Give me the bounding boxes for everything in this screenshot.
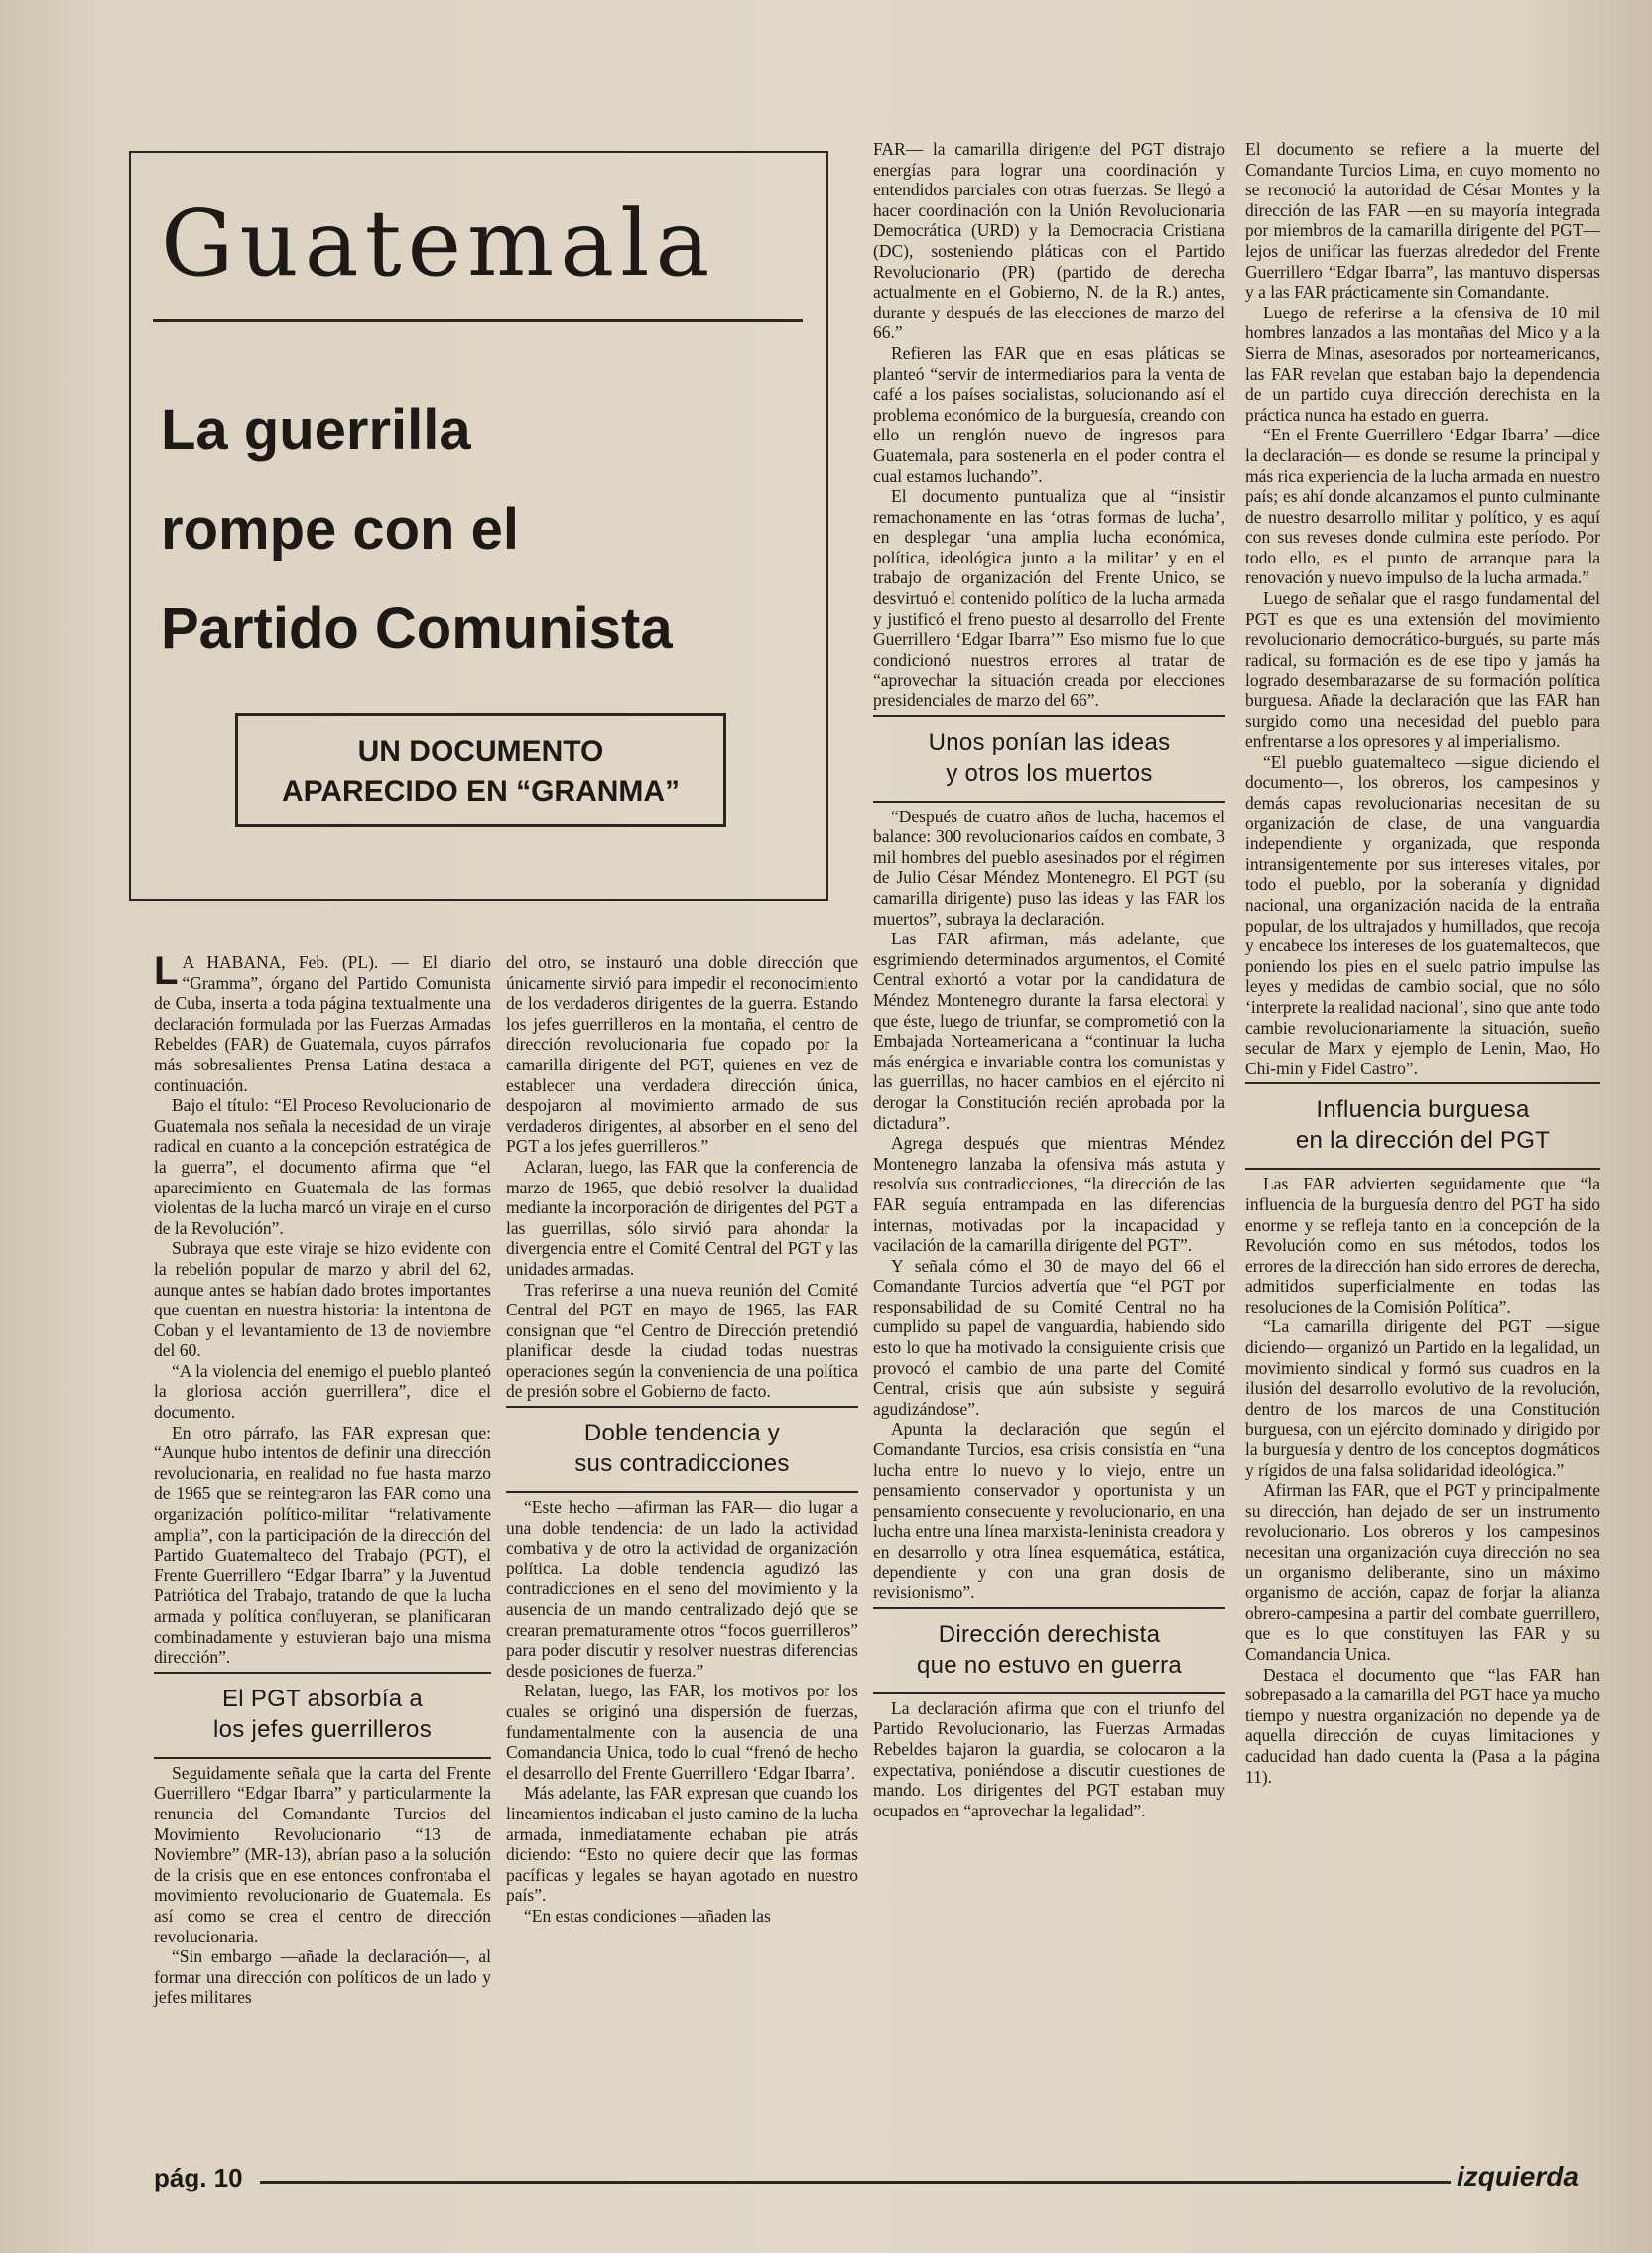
footer-rule bbox=[260, 2181, 1451, 2184]
section-rule bbox=[154, 1757, 491, 1759]
magazine-name: izquierda bbox=[1457, 2161, 1579, 2191]
subheading-line: los jefes guerrilleros bbox=[212, 1715, 433, 1743]
subheading-line: sus contradicciones bbox=[574, 1450, 790, 1478]
headline-line: Partido Comunista bbox=[161, 596, 673, 661]
paragraph: Subraya que este viraje se hizo evidente con la rebelión popular de marzo y abril del 62, aunque antes se habían dado brotes importantes que cuentan en nuestra historia: la intentona de Coban y el levantamiento de 13 de noviembre del 60. bbox=[154, 1238, 491, 1361]
document-box bbox=[235, 713, 726, 827]
paragraph: Afirman las FAR, que el PGT y principalmente su dirección, han dejado de ser un instrumento revolucionario. Los obreros y los campesinos necesitan una organización cuya dirección no sea un organismo deliberante, sino un máximo organismo de acción, capaz de forjar la alianza obrero-campesina a partir del combate guerrillero, que es lo que constituyen las FAR y su Comandancia Unica. bbox=[1245, 1480, 1600, 1664]
paragraph: “La camarilla dirigente del PGT —sigue diciendo— organizó un Partido en la legalidad, un movimiento sindical y formó sus cuadros en la ilusión del desarrollo evolutivo de la revolución, dentro de los marcos de una Constitución burguesa, con un ejército dominado y dirigido por la burguesía y dentro de los conceptos dogmáticos y rígidos de una falsa solidaridad ideológica.” bbox=[1245, 1316, 1600, 1480]
column-3 bbox=[873, 139, 1225, 1820]
paragraph: “Este hecho —afirman las FAR— dio lugar a una doble tendencia: de un lado la actividad combativa y de otro la actividad de organización política. La doble tendencia agudizó las contradicciones en el seno del movimiento y la ausencia de un mando centralizado dejó que se crearan prematuramente otros “focos guerrilleros” para poder discutir y resolver nuestras diferencias desde posiciones de fuerza.” bbox=[506, 1497, 858, 1681]
paragraph: Luego de señalar que el rasgo fundamental del PGT es que es una extensión del movimiento revolucionario democrático-burgués, su parte más radical, su formación es de ese tipo y jamás ha logrado desembarazarse de su formación política burguesa. Añade la declaración que las FAR han surgido como una necesidad del pueblo para enfrentarse a los opresores y al imperialismo. bbox=[1245, 588, 1600, 752]
paragraph: Las FAR afirman, más adelante, que esgrimiendo determinados argumentos, el Comité Central exhortó a votar por la candidatura de Méndez Montenegro durante la farsa electoral y que éste, luego de triunfar, se comprometió con la Embajada Norteamericana a “continuar la lucha más enérgica e invariable contra los comunistas y las guerrillas, no hacer cambios en el ejército ni derogar la Constitución recién aprobada por la dictadura”. bbox=[873, 929, 1225, 1133]
paragraph: del otro, se instauró una doble dirección que únicamente sirvió para impedir el reconocimiento de los verdaderos dirigentes de la guerra. Estando los jefes guerrilleros en la montaña, el centro de dirección revolucionaria fue copado por la camarilla dirigente del PGT, quienes en vez de establecer una verdadera dirección única, despojaron al movimiento armado de sus verdaderos dirigentes, al absorber en el seno del PGT a los jefes guerrilleros.” bbox=[506, 952, 858, 1157]
document-box-line: APARECIDO EN “GRANMA” bbox=[281, 775, 681, 808]
paragraph: Relatan, luego, las FAR, los motivos por los cuales se originó una dispersión de fuerzas, fundamentalmente con la ausencia de una Comandancia Unica, todo lo cual “frenó de hecho el desarrollo del Frente Guerrillero ‘Edgar Ibarra’. bbox=[506, 1681, 858, 1783]
drop-cap: L bbox=[154, 949, 179, 993]
paragraph: “A la violencia del enemigo el pueblo planteó la gloriosa acción guerrillera”, dice el documento. bbox=[154, 1360, 491, 1423]
subheading-line: Unos ponían las ideas bbox=[928, 728, 1171, 756]
section-rule bbox=[873, 715, 1225, 717]
subheading-line: El PGT absorbía a bbox=[221, 1685, 424, 1712]
section-rule bbox=[873, 801, 1225, 803]
paragraph: Apunta la declaración que según el Comandante Turcios, esa crisis consistía en “una lucha entre lo nuevo y lo viejo, entre un pensamiento conservador y oportunista y un pensamiento consecuente y revolucionario, en una lucha entre una línea marxista-leninista creadora y en desarrollo y otra línea esquemática, estática, dependiente y con una gran dosis de revisionismo”. bbox=[873, 1419, 1225, 1603]
subheading bbox=[1245, 1094, 1600, 1156]
paragraph: FAR— la camarilla dirigente del PGT distrajo energías para lograr una coordinación y entendidos parciales con otras fuerzas. Se llegó a hacer coordinación con la Unión Revolucionaria Democrática (URD) y la Democracia Cristiana (DC), sosteniendo pláticas con el Partido Revolucionario (PR) (partido de derecha actualmente en el Gobierno, N. de la R.) antes, durante y después de las elecciones de marzo del 66.” bbox=[873, 139, 1225, 343]
section-rule bbox=[1245, 1082, 1600, 1084]
section-rule bbox=[154, 1672, 491, 1674]
section-rule bbox=[506, 1491, 858, 1493]
paragraph-text: A HABANA, Feb. (PL). — El diario “Gramma”, órgano del Partido Comunista de Cuba, inserta a toda página textualmente una declaración formulada por las Fuerzas Armadas Rebeldes (FAR) de Guatemala, cuyos párrafos más sobresalientes Prensa Latina destaca a continuación. bbox=[154, 952, 491, 1095]
section-rule bbox=[873, 1607, 1225, 1609]
subheading-line: y otros los muertos bbox=[946, 759, 1153, 787]
paragraph: Las FAR advierten seguidamente que “la influencia de la burguesía dentro del PGT ha sido enorme y se refleja tanto en la concepción de la Revolución como en sus métodos, todos los errores de la dirección han sido errores de derecha, admitidos superficialmente en todas las resoluciones de la Comisión Política”. bbox=[1245, 1174, 1600, 1316]
title-rule bbox=[153, 319, 803, 322]
paragraph: Refieren las FAR que en esas pláticas se planteó “servir de intermediarios para la venta de café a los países socialistas, solucionando así el problema económico de la burguesía, creando con ello un renglón nuevo de ingresos para Guatemala, para sostenerla en el poder contra el cual estamos luchando”. bbox=[873, 342, 1225, 486]
page-number: pág. 10 bbox=[154, 2163, 243, 2192]
paragraph: Y señala cómo el 30 de mayo del 66 el Comandante Turcios advertía que “el PGT por responsabilidad de su Comité Central no ha cumplido su papel de vanguardia, habiendo sido esto lo que ha motivado la consiguiente crisis que provocó el cambio de una parte del Comité Central, crisis que aún subsiste y seguirá agudizándose”. bbox=[873, 1255, 1225, 1419]
title-box bbox=[129, 151, 828, 901]
document-box-line: UN DOCUMENTO bbox=[357, 735, 604, 768]
paragraph: Seguidamente señala que la carta del Frente Guerrillero “Edgar Ibarra” y particularmente la renuncia del Comandante Turcios del Movimiento Revolucionario “13 de Noviembre” (MR-13), abrían paso a la solución de la crisis que en ese entonces confrontaba el movimiento revolucionario de Guatemala. Es así como se crea el centro de dirección revolucionaria. bbox=[154, 1762, 491, 1946]
paragraph: Destaca el documento que “las FAR han sobrepasado a la camarilla del PGT hace ya mucho tiempo y nuestra organización no depende ya de aquella dirección de cuyas limitaciones y caducidad han dado cuenta la (Pasa a la página 11). bbox=[1245, 1664, 1600, 1787]
paragraph: Tras referirse a una nueva reunión del Comité Central del PGT en mayo de 1965, las FAR consignan que “el Centro de Dirección pretendió planificar desde la ciudad todas nuestras operaciones según la conveniencia de una política de presión sobre el Gobierno de facto. bbox=[506, 1279, 858, 1402]
subheading-line: que no estuvo en guerra bbox=[916, 1651, 1183, 1679]
paragraph: Aclaran, luego, las FAR que la conferencia de marzo de 1965, que debió resolver la dualidad mediante la incorporación de dirigentes del PGT a las guerrillas, sólo sirvió para ahondar la divergencia entre el Comité Central del PGT y las unidades armadas. bbox=[506, 1156, 858, 1279]
paragraph: “Sin embargo —añade la declaración—, al formar una dirección con políticos de un lado y jefes militares bbox=[154, 1946, 491, 2008]
section-rule bbox=[873, 1692, 1225, 1694]
column-4 bbox=[1245, 139, 1600, 1787]
paragraph: La declaración afirma que con el triunfo del Partido Revolucionario, las Fuerzas Armadas Rebeldes bajaron la guardia, se colocaron a la expectativa, poniéndose a discutir cuestiones de mando. Los dirigentes del PGT estaban muy ocupados en “aprovechar la legalidad”. bbox=[873, 1697, 1225, 1820]
paragraph: “Después de cuatro años de lucha, hacemos el balance: 300 revolucionarios caídos en combate, 3 mil hombres del pueblo asesinados por el régimen de Julio César Méndez Montenegro. El PGT (su camarilla dirigente) puso las ideas y las FAR los muertos”, subraya la declaración. bbox=[873, 806, 1225, 929]
subheading bbox=[154, 1684, 491, 1745]
paragraph: El documento puntualiza que al “insistir remachonamente en las ‘otras formas de lucha’, en desplegar ‘una amplia lucha económica, política, ideológica junto a la militar’ y en el trabajo de organización del Frente Unico, se desvirtuó el contenido político de la lucha armada y justificó el freno puesto al desarrollo del Frente Guerrillero ‘Edgar Ibarra’” Eso mismo fue lo que condicionó nuestros errores al tratar de “aprovechar la situación creada por elecciones presidenciales de marzo del 66”. bbox=[873, 486, 1225, 711]
paragraph: Bajo el título: “El Proceso Revolucionario de Guatemala nos señala la necesidad de un viraje radical en cuanto a la concepción estratégica de la guerra”, el documento afirma que “el aparecimiento en Guatemala de las formas violentas de la lucha marcó un viraje en el curso de la Revolución”. bbox=[154, 1095, 491, 1238]
column-1 bbox=[154, 949, 491, 2008]
paragraph: “En el Frente Guerrillero ‘Edgar Ibarra’ —dice la declaración— es donde se resume la principal y más rica experiencia de la lucha armada en nuestro país; es ahí donde alcanzamos el punto culminante de nuestro desarrollo militar y político, y es aquí con sus reveses donde culmina este período. Por todo ello, es el punto de arranque para la renovación y nuevo impulso de la lucha armada.” bbox=[1245, 425, 1600, 588]
paragraph: “En estas condiciones —añaden las bbox=[524, 1905, 771, 1926]
subheading-line: Dirección derechista bbox=[938, 1620, 1161, 1648]
subheading bbox=[506, 1418, 858, 1479]
headline-line: rompe con el bbox=[161, 497, 519, 562]
subheading-line: Doble tendencia y bbox=[583, 1420, 781, 1447]
country-title: Guatemala bbox=[161, 190, 716, 297]
headline bbox=[161, 381, 673, 679]
section-rule bbox=[506, 1406, 858, 1408]
paragraph: Agrega después que mientras Méndez Montenegro lanzaba la ofensiva más astuta y resolvía sus contradicciones, “la dirección de las FAR seguía entrampada en las diferencias internas, motivadas por la incapacidad y vacilación de la camarilla dirigente del PGT”. bbox=[873, 1133, 1225, 1256]
lead-paragraph bbox=[154, 949, 491, 1095]
column-2 bbox=[506, 952, 858, 1927]
section-rule bbox=[1245, 1168, 1600, 1170]
paragraph: El documento se refiere a la muerte del Comandante Turcios Lima, en cuyo momento no se reconoció la autoridad de César Montes y la dirección de las FAR —en su mayoría integrada por miembros de la camarilla dirigente del PGT— lejos de unificar las fuerzas alrededor del Frente Guerrillero “Edgar Ibarra”, las mantuvo dispersas y a las FAR prácticamente sin Comandante. bbox=[1245, 139, 1600, 303]
subheading bbox=[873, 727, 1225, 789]
subheading-line: en la dirección del PGT bbox=[1295, 1127, 1551, 1155]
paragraph: Más adelante, las FAR expresan que cuando los lineamientos indicaban el justo camino de la lucha armada, inmediatamente echaban pie atrás diciendo: “Esto no quiere decir que las formas pacíficas y legales se hayan agotado en nuestro país”. bbox=[506, 1783, 858, 1906]
subheading-line: Influencia burguesa bbox=[1316, 1096, 1530, 1124]
paragraph: Luego de referirse a la ofensiva de 10 mil hombres lanzados a las montañas del Mico y a la Sierra de Minas, asesorados por norteamericanos, las FAR revelan que estaban bajo la dependencia de un partido cuya dirección derechista en la práctica nunca ha estado en guerra. bbox=[1245, 302, 1600, 425]
paragraph: “El pueblo guatemalteco —sigue diciendo el documento—, los obreros, los campesinos y demás capas revolucionarias necesitan de su organización de clase, de una vanguardia independiente y organizada, que responda intransigentemente por sus intereses vitales, por todo el pueblo, por la soberanía y dignidad nacional, una organización nacida de la entraña popular, de los ultrajados y humillados, que recoja y encabece los intereses de los guatemaltecos, que poniendo los pies en el suelo patrio impulse las leyes y medidas de cambio social, que no sólo ‘interprete la realidad nacional’, sino que ante todo cambie revolucionariamente la situación, sueño secular de Marx y ejemplo de Lenin, Mao, Ho Chi-min y Fidel Castro”. bbox=[1245, 751, 1600, 1078]
subheading bbox=[873, 1619, 1225, 1681]
paragraph: En otro párrafo, las FAR expresan que: “Aunque hubo intentos de definir una dirección revolucionaria, en realidad no fue hasta marzo de 1965 que se reintegraron las FAR como una organización político-militar “relativamente amplia”, con la participación de la dirección del Partido Guatemalteco del Trabajo (PGT), el Frente Guerrillero “Edgar Ibarra” y la Juventud Patriótica del Trabajo, tratando de que la lucha armada y política confluyeran, se planificaran combinadamente y estuvieran bajo una misma dirección”. bbox=[154, 1422, 491, 1668]
headline-line: La guerrilla bbox=[161, 398, 471, 462]
